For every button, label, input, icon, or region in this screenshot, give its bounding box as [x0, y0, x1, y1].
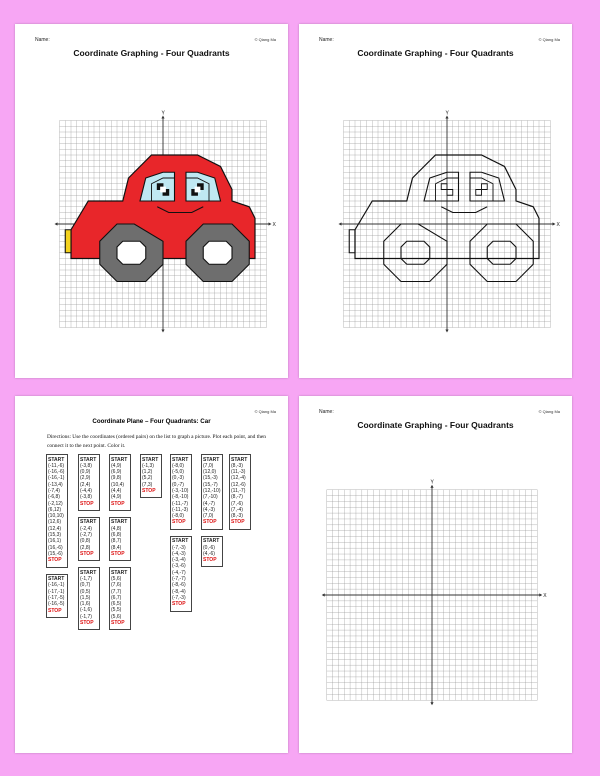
ordered-pair: (4,9)	[111, 462, 122, 469]
ordered-pair: (8,7)	[111, 538, 122, 545]
ordered-pair: (15,-6)	[48, 550, 63, 557]
axes	[339, 116, 556, 333]
start-label: START	[48, 576, 65, 583]
right-hubcap	[203, 241, 232, 264]
right-eye	[476, 184, 488, 196]
ordered-pair: (-8,0)	[172, 513, 184, 520]
ordered-pair: (4,-7)	[203, 500, 215, 507]
ordered-pair: (0,-7)	[172, 481, 184, 488]
ordered-pair: (-11,-3)	[172, 506, 189, 513]
coordinate-block	[78, 454, 100, 511]
ordered-pair: (-5,0)	[172, 469, 184, 476]
stop-label: STOP	[172, 601, 186, 608]
ordered-pair: (12,4)	[48, 525, 62, 532]
ordered-pair: (-17,-1)	[48, 588, 65, 595]
ordered-pair: (5,2)	[142, 475, 153, 482]
ordered-pair: (-1,6)	[80, 607, 92, 614]
start-label: START	[231, 456, 248, 463]
ordered-pair: (7,6)	[111, 582, 122, 589]
x-axis-arrow	[269, 222, 272, 225]
ordered-pair: (4,9)	[111, 494, 122, 501]
coordinate-block	[46, 574, 68, 618]
start-label: START	[80, 569, 97, 576]
outline-car-page	[299, 24, 572, 378]
coordinate-block	[46, 454, 68, 568]
left-hubcap	[117, 241, 146, 264]
ordered-pair: (-8,-4)	[172, 588, 186, 595]
blank-grid-page	[299, 396, 572, 753]
ordered-pair: (15,-7)	[203, 481, 218, 488]
coordinate-block	[170, 536, 192, 612]
x-axis-arrow	[539, 593, 542, 596]
ordered-pair: (7,-6)	[231, 500, 243, 507]
coordinate-grid	[299, 396, 572, 753]
ordered-pair: (10,10)	[48, 513, 64, 520]
ordered-pair: (5,6)	[111, 575, 122, 582]
stop-label: STOP	[48, 557, 62, 564]
ordered-pair: (-3,-4)	[172, 557, 186, 564]
ordered-pair: (8,-7)	[231, 494, 243, 501]
y-axis-arrow	[430, 702, 433, 705]
ordered-pair: (11,-3)	[231, 469, 246, 476]
coordinate-column	[229, 454, 251, 536]
stop-label: STOP	[111, 620, 125, 627]
stop-label: STOP	[203, 519, 217, 526]
ordered-pair: (6,8)	[111, 531, 122, 538]
coordinate-block	[201, 454, 223, 530]
ordered-pair: (-8,-6)	[172, 582, 186, 589]
ordered-pair: (15,-3)	[203, 475, 218, 482]
start-label: START	[80, 456, 97, 463]
ordered-pair: (7,0)	[203, 462, 214, 469]
stop-label: STOP	[80, 620, 94, 627]
ordered-pair: (-1,7)	[80, 613, 92, 620]
coordinate-block	[229, 454, 251, 530]
x-axis-arrow	[322, 593, 325, 596]
ordered-pair: (-7,-3)	[172, 544, 186, 551]
y-axis-arrow	[161, 330, 164, 333]
ordered-pair: (11,-7)	[231, 487, 246, 494]
coordinate-block	[109, 567, 131, 630]
x-axis-label: X	[543, 593, 547, 599]
ordered-pair: (-13,4)	[48, 481, 63, 488]
copyright-text: © Qiang Ma	[538, 409, 560, 414]
right-eye-highlight	[195, 187, 201, 193]
name-label: Name:	[319, 37, 334, 43]
start-label: START	[203, 538, 220, 545]
x-axis-arrow	[339, 222, 342, 225]
stop-label: STOP	[203, 557, 217, 564]
ordered-pair: (16,-6)	[48, 544, 63, 551]
ordered-pair: (12,0)	[203, 469, 217, 476]
ordered-pair: (12,-4)	[231, 475, 246, 482]
y-axis-label: Y	[430, 479, 434, 486]
coordinate-grid	[15, 24, 288, 378]
coordinate-block	[78, 517, 100, 561]
ordered-pair: (-1,7)	[80, 575, 92, 582]
ordered-pair: (7,-4)	[231, 506, 243, 513]
ordered-pair: (-2,7)	[80, 531, 92, 538]
ordered-pair: (0,9)	[80, 469, 91, 476]
coordinate-column	[170, 454, 192, 618]
ordered-pair: (0,-3)	[172, 475, 184, 482]
ordered-pair: (-16,-5)	[48, 601, 65, 608]
axes	[322, 485, 543, 706]
ordered-pair: (-7,-3)	[172, 594, 186, 601]
ordered-pair: (4,4)	[111, 487, 122, 494]
ordered-pair: (8,-3)	[231, 513, 243, 520]
ordered-pair: (5,6)	[111, 613, 122, 620]
ordered-pair: (-7,4)	[48, 487, 60, 494]
left-eye-highlight	[160, 187, 166, 193]
ordered-pair: (0,8)	[80, 538, 91, 545]
copyright-text: © Qiang Ma	[254, 409, 276, 414]
ordered-pair: (4,-6)	[203, 550, 215, 557]
page-title: Coordinate Graphing - Four Quadrants	[357, 48, 514, 58]
ordered-pair: (12,6)	[48, 519, 62, 526]
coordinate-block	[78, 567, 100, 630]
coordinate-block	[170, 454, 192, 530]
ordered-pair: (0,7)	[80, 582, 91, 589]
ordered-pair: (7,-10)	[203, 494, 218, 501]
coordinate-block	[140, 454, 162, 498]
ordered-pair: (0,5)	[80, 588, 91, 595]
ordered-pair: (6,5)	[111, 601, 122, 608]
ordered-pair: (-16,-1)	[48, 582, 65, 589]
stop-label: STOP	[111, 550, 125, 557]
page-title: Coordinate Graphing - Four Quadrants	[357, 420, 514, 430]
ordered-pair: (12,-6)	[231, 481, 246, 488]
y-axis-label: Y	[445, 110, 449, 117]
start-label: START	[80, 519, 97, 526]
ordered-pair: (-4,4)	[80, 487, 92, 494]
ordered-pair: (6,9)	[111, 469, 122, 476]
start-label: START	[142, 456, 159, 463]
ordered-pair: (-1,3)	[142, 462, 154, 469]
ordered-pair: (5,5)	[111, 607, 122, 614]
coordinate-column	[140, 454, 162, 504]
ordered-pair: (4,8)	[111, 525, 122, 532]
left-eye	[441, 184, 453, 196]
ordered-pair: (-3,-10)	[172, 487, 189, 494]
ordered-pair: (-2,4)	[80, 525, 92, 532]
ordered-pair: (1,2)	[142, 469, 153, 476]
x-axis-label: X	[556, 222, 560, 228]
y-axis-label: Y	[161, 110, 165, 117]
ordered-pair: (-8,-10)	[172, 494, 189, 501]
car-picture	[65, 155, 255, 282]
ordered-pair: (-16,-1)	[48, 475, 65, 482]
ordered-pair: (-16,-6)	[48, 469, 65, 476]
stop-label: STOP	[111, 500, 125, 507]
ordered-pair: (2,4)	[80, 481, 91, 488]
ordered-pair: (-7,-7)	[172, 576, 186, 583]
ordered-pair: (15,3)	[48, 532, 62, 539]
ordered-pair: (-8,0)	[172, 462, 184, 469]
x-axis-arrow	[55, 222, 58, 225]
ordered-pair: (1,5)	[80, 594, 91, 601]
ordered-pair: (-4,-3)	[172, 550, 186, 557]
page-title: Coordinate Graphing - Four Quadrants	[73, 48, 230, 58]
ordered-pair: (2,8)	[80, 544, 91, 551]
directions-text: Directions: Use the coordinates (ordered pairs) on the list to graph a picture. Plot each point, and then connect it to the next point. Color it.	[47, 434, 267, 449]
coordinate-column	[109, 454, 131, 636]
ordered-pair: (16,1)	[48, 538, 62, 545]
ordered-pair: (-3,8)	[80, 494, 92, 501]
name-label: Name:	[319, 409, 334, 415]
ordered-pair: (4,-3)	[203, 506, 215, 513]
ordered-pair: (7,3)	[142, 481, 153, 488]
coordinate-list-page	[15, 396, 288, 753]
copyright-text: © Qiang Ma	[538, 37, 560, 42]
start-label: START	[203, 456, 220, 463]
ordered-pair: (2,9)	[80, 475, 91, 482]
start-label: START	[111, 519, 128, 526]
ordered-pair: (7,7)	[111, 588, 122, 595]
coordinate-block	[201, 536, 223, 568]
colored-car-page	[15, 24, 288, 378]
coordinate-column	[201, 454, 223, 573]
start-label: START	[48, 456, 65, 463]
x-axis-label: X	[272, 222, 276, 228]
ordered-pair: (0,-6)	[203, 544, 215, 551]
ordered-pair: (-2,12)	[48, 500, 63, 507]
ordered-pair: (1,6)	[80, 601, 91, 608]
ordered-pair: (-4,-7)	[172, 569, 186, 576]
tail-light	[65, 230, 71, 253]
page-title: Coordinate Plane – Four Quadrants: Car	[92, 418, 211, 425]
stop-label: STOP	[231, 519, 245, 526]
ordered-pair: (6,7)	[111, 594, 122, 601]
ordered-pair: (8,4)	[111, 544, 122, 551]
stop-label: STOP	[172, 519, 186, 526]
coordinate-grid	[299, 24, 572, 378]
name-label: Name:	[35, 37, 50, 43]
ordered-pair: (-11,-7)	[172, 500, 189, 507]
start-label: START	[172, 538, 189, 545]
start-label: START	[172, 456, 189, 463]
stop-label: STOP	[48, 607, 62, 614]
stop-label: STOP	[80, 550, 94, 557]
start-label: START	[111, 569, 128, 576]
coordinate-block	[109, 517, 131, 561]
ordered-pair: (-6,8)	[48, 494, 60, 501]
ordered-pair: (8,-3)	[231, 462, 243, 469]
x-axis-arrow	[553, 222, 556, 225]
stop-label: STOP	[142, 487, 156, 494]
copyright-text: © Qiang Ma	[254, 37, 276, 42]
ordered-pair: (7,0)	[203, 513, 214, 520]
ordered-pair: (-11,-6)	[48, 462, 65, 469]
ordered-pair: (-3,8)	[80, 462, 92, 469]
ordered-pair: (12,-10)	[203, 487, 221, 494]
start-label: START	[111, 456, 128, 463]
coordinate-column	[46, 454, 68, 624]
ordered-pair: (9,8)	[111, 475, 122, 482]
ordered-pair: (6,12)	[48, 506, 62, 513]
stop-label: STOP	[80, 500, 94, 507]
coordinate-block	[109, 454, 131, 511]
coordinate-column	[78, 454, 100, 636]
ordered-pair: (10,4)	[111, 481, 125, 488]
ordered-pair: (-17,-5)	[48, 594, 65, 601]
y-axis-arrow	[445, 330, 448, 333]
ordered-pair: (-3,-6)	[172, 563, 186, 570]
